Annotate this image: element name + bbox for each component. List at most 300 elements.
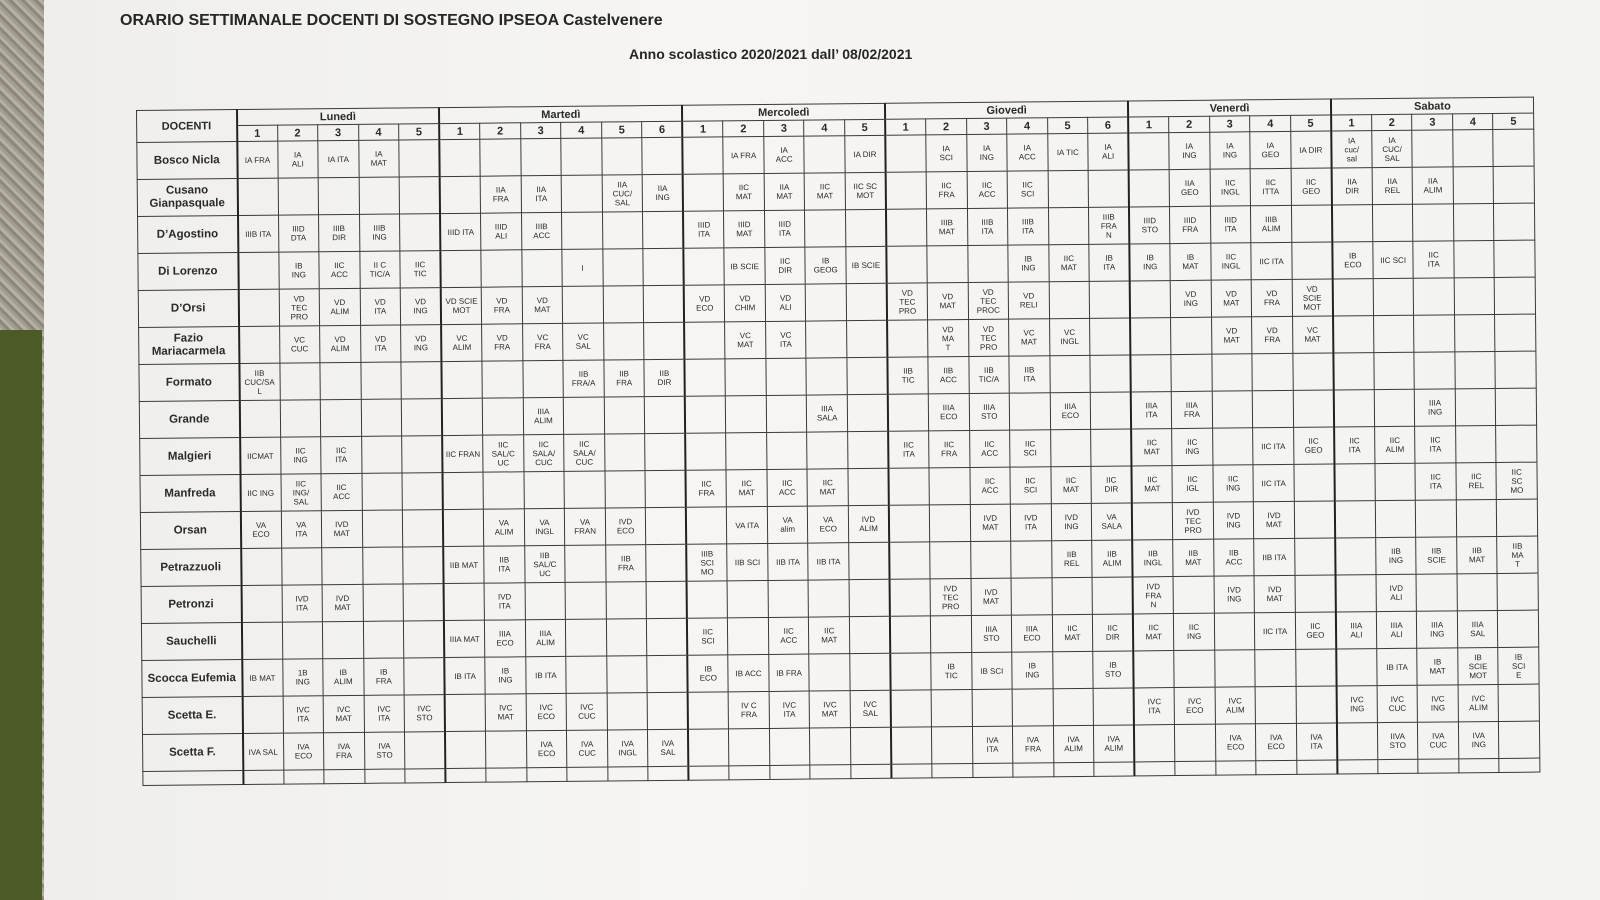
slot-header: 2 [277,125,318,141]
empty-cell [891,764,932,778]
schedule-cell: IIIA ECO [928,394,969,431]
schedule-cell: IVD ITA [282,585,323,622]
schedule-cell: IIB TIC/A [968,356,1009,393]
schedule-cell [486,731,527,768]
schedule-cell: IIB ACC [1213,539,1254,576]
schedule-cell: IIIA ECO [1050,392,1091,429]
schedule-cell: IVC SAL [850,690,891,727]
schedule-cell: IB SCIE [724,247,765,284]
schedule-cell [891,690,932,727]
day-header: Mercoledì [682,103,885,121]
schedule-cell: IIC ING [1172,428,1213,465]
schedule-cell [604,397,645,434]
schedule-cell [1413,204,1454,241]
schedule-cell: IIC GEO [1293,427,1334,464]
schedule-cell: VA SALA [1091,503,1132,540]
schedule-cell: IIC ITA [1415,463,1456,500]
schedule-cell: IIB TIC [887,357,928,394]
schedule-cell [482,361,523,398]
schedule-cell [1496,425,1537,462]
schedule-cell [279,363,320,400]
schedule-cell: IIC INGL [1210,169,1251,206]
schedule-cell: IIC ITA [888,431,929,468]
schedule-cell: VD MAT [927,283,968,320]
schedule-cell [929,505,970,542]
schedule-cell: IVA ITA [1296,723,1337,760]
schedule-cell: IIC ING [1174,613,1215,650]
schedule-cell: VD MAT [1211,317,1252,354]
schedule-cell [1134,725,1175,762]
schedule-cell: IB ITA [1377,648,1418,685]
schedule-cell [849,542,890,579]
schedule-cell: IIC ITA [1255,612,1296,649]
schedule-cell: VD ITA [360,325,401,362]
schedule-cell [399,177,440,214]
schedule-cell: VC INGL [1049,318,1090,355]
schedule-cell: IIID ITA [764,210,805,247]
schedule-cell: IA ACC [1007,134,1048,171]
schedule-cell [441,250,482,287]
schedule-cell: IVD FRA N [1133,577,1174,614]
schedule-cell: IIB ITA [484,546,525,583]
empty-cell [932,764,973,778]
schedule-cell [1333,353,1374,390]
schedule-cell [402,473,443,510]
schedule-cell: IVA ECO [1256,723,1297,760]
schedule-cell: IIIA ECO [485,620,526,657]
schedule-cell [1455,388,1496,425]
empty-cell [405,769,446,783]
schedule-cell [1050,355,1091,392]
schedule-cell [562,286,603,323]
schedule-cell [647,655,688,692]
schedule-cell [607,693,648,730]
schedule-cell [810,728,851,765]
slot-header: 4 [804,120,845,136]
schedule-cell: VA ECO [808,506,849,543]
schedule-cell [646,544,687,581]
schedule-cell: IV C FRA [728,691,769,728]
schedule-cell [890,579,931,616]
schedule-cell [1332,205,1373,242]
schedule-cell [443,472,484,509]
schedule-cell: IIC SCI [1373,241,1414,278]
green-folder-edge [0,330,42,900]
schedule-cell: IVC CUC [1377,685,1418,722]
slot-header: 4 [1250,115,1291,131]
schedule-cell [1128,133,1169,170]
slot-header: 5 [845,119,886,135]
schedule-cell [280,400,321,437]
schedule-cell: IIA ING [642,174,683,211]
empty-cell [527,767,568,781]
schedule-cell: IIB MAT [1457,536,1498,573]
day-header: Venerdì [1128,99,1331,117]
empty-cell [1499,758,1540,772]
schedule-cell: IIC MAT [724,173,765,210]
schedule-cell [972,689,1013,726]
schedule-cell: IIIB ACC [521,212,562,249]
schedule-cell [849,616,890,653]
schedule-cell: IIC ACC [767,469,808,506]
schedule-cell: IVA CUC [567,730,608,767]
schedule-cell: IVD MAT [970,504,1011,541]
schedule-cell: VD RELI [1008,282,1049,319]
schedule-cell [403,584,444,621]
schedule-cell [847,394,888,431]
schedule-cell [645,470,686,507]
schedule-cell: IIC MAT [805,173,846,210]
slot-header: 1 [682,121,723,137]
slot-header: 2 [1371,114,1412,130]
schedule-cell: IIB FRA/A [563,360,604,397]
schedule-cell: 1B ING [282,659,323,696]
schedule-cell: IIC DIR [765,247,806,284]
schedule-cell: IVA FRA [324,732,365,769]
schedule-cell [400,214,441,251]
schedule-cell: IIC MAT [1048,244,1089,281]
schedule-cell: IIA DIR [1331,168,1372,205]
schedule-cell: IVA ITA [972,726,1013,763]
schedule-cell [1296,649,1337,686]
schedule-cell [1212,354,1253,391]
schedule-cell: IIC SCI [1007,171,1048,208]
schedule-cell [401,362,442,399]
schedule-cell: IVC ALIM [1458,684,1499,721]
schedule-cell [404,621,445,658]
empty-cell [851,764,892,778]
schedule-cell: IIB MAT [443,546,484,583]
schedule-cell: IIC ITA [1253,464,1294,501]
schedule-cell: IIB ALIM [1092,540,1133,577]
schedule-cell [1453,129,1494,166]
teacher-name: Cusano Gianpasquale [137,179,237,217]
schedule-cell [768,580,809,617]
schedule-cell: IIA ALIM [1413,167,1454,204]
schedule-cell [1335,538,1376,575]
schedule-cell [1132,503,1173,540]
teacher-name: Malgieri [140,438,240,476]
schedule-cell: IA ING [966,134,1007,171]
schedule-cell [445,731,486,768]
empty-cell [770,765,811,779]
schedule-cell: IIC REL [1456,462,1497,499]
schedule-cell [320,362,361,399]
schedule-cell [767,432,808,469]
schedule-cell: IVA ECO [1215,724,1256,761]
schedule-cell: IVD ING [1213,502,1254,539]
schedule-cell [1293,390,1334,427]
document-title: ORARIO SETTIMANALE DOCENTI DI SOSTEGNO IPSEOA Castelvenere [120,12,663,29]
schedule-cell: II C TIC/A [359,251,400,288]
schedule-cell: VA FRAN [565,508,606,545]
teacher-column-header: DOCENTI [137,110,237,143]
schedule-cell [1088,170,1129,207]
timetable [136,97,1540,786]
schedule-cell [1048,207,1089,244]
empty-cell [364,769,405,783]
schedule-cell [444,583,485,620]
schedule-cell: IIIA ALI [1376,611,1417,648]
schedule-cell: IIC SC MOT [845,172,886,209]
schedule-cell: IIA GEO [1169,169,1210,206]
schedule-cell: IIID ITA [1210,206,1251,243]
schedule-cell: VC SAL [563,323,604,360]
schedule-cell [565,545,606,582]
schedule-cell [642,137,683,174]
schedule-cell: IIB MA T [1497,536,1538,573]
schedule-cell: IA FRA [723,136,764,173]
schedule-cell [402,436,443,473]
schedule-cell [440,176,481,213]
schedule-cell [886,246,927,283]
schedule-cell: IVC MAT [485,694,526,731]
schedule-cell [644,285,685,322]
slot-header: 2 [1169,116,1210,132]
schedule-cell: IIC ITA [1253,427,1294,464]
schedule-cell [241,585,282,622]
schedule-cell: IA FRA [237,141,278,178]
schedule-cell: IB ITA [444,657,485,694]
schedule-cell [726,395,767,432]
schedule-cell [564,397,605,434]
schedule-cell: IIB SCIE [1416,537,1457,574]
schedule-cell: VD TEC PRO [968,319,1009,356]
paper-sheet [44,0,1600,900]
schedule-cell [643,211,684,248]
schedule-cell: VC MAT [1292,316,1333,353]
schedule-cell: IVA SAL [648,729,689,766]
schedule-cell: IVD ALI [1376,574,1417,611]
schedule-cell: IB GEOG [805,247,846,284]
empty-cell [648,766,689,780]
schedule-cell: IVD ECO [605,508,646,545]
schedule-cell: VA alim [767,506,808,543]
timetable-body [137,129,1540,785]
schedule-cell: IVD MAT [321,510,362,547]
schedule-cell [847,357,888,394]
schedule-cell: IIC ACC [321,473,362,510]
slot-header: 4 [561,122,602,138]
empty-cell [283,770,324,784]
schedule-cell [1252,353,1293,390]
schedule-cell: IVC ITA [283,696,324,733]
teacher-name: Formato [139,364,239,402]
schedule-cell [561,138,602,175]
schedule-cell [238,252,279,289]
schedule-cell: IIC SCI [687,618,728,655]
schedule-cell [1414,315,1455,352]
schedule-cell [686,507,727,544]
schedule-cell [1335,501,1376,538]
schedule-cell: IIIA ING [1417,611,1458,648]
schedule-cell: IIIB ING [359,214,400,251]
schedule-cell: IB ING [1008,245,1049,282]
schedule-cell: IB SCIE [846,246,887,283]
schedule-cell [684,248,725,285]
schedule-cell [1498,610,1539,647]
empty-cell [1297,760,1338,774]
schedule-cell: IB MAT [1417,648,1458,685]
schedule-cell: IIIA ITA [1131,392,1172,429]
schedule-cell: IVD MAT [971,578,1012,615]
schedule-cell: IIIA ALI [1336,612,1377,649]
schedule-cell [850,653,891,690]
schedule-cell [848,431,889,468]
schedule-cell: IVC STO [404,695,445,732]
schedule-cell [402,510,443,547]
schedule-cell: IIB FRA [605,545,646,582]
timetable-container [136,97,1540,786]
empty-cell [1216,761,1257,775]
schedule-cell: IA CUC/ SAL [1372,130,1413,167]
slot-header: 3 [318,124,359,140]
schedule-cell [242,696,283,733]
schedule-cell [443,509,484,546]
schedule-cell: IA DIR [1291,131,1332,168]
empty-cell [1134,762,1175,776]
schedule-cell: IB FRA [769,654,810,691]
schedule-cell [931,690,972,727]
teacher-name: Sauchelli [141,623,241,661]
schedule-cell: IVC ITA [364,695,405,732]
schedule-cell: IIIB MAT [927,209,968,246]
schedule-cell [1053,688,1094,725]
schedule-cell [1374,352,1415,389]
schedule-cell [929,468,970,505]
schedule-cell: IVA ALIM [1053,725,1094,762]
schedule-cell [847,320,888,357]
schedule-cell: VC FRA [522,323,563,360]
schedule-cell [685,433,726,470]
schedule-cell: IIC INGL [1211,243,1252,280]
schedule-cell: IIID STO [1129,207,1170,244]
schedule-cell: IVC ECO [1174,687,1215,724]
schedule-cell [1294,464,1335,501]
schedule-cell [1174,650,1215,687]
schedule-cell: IIC FRA [929,431,970,468]
schedule-cell [1414,278,1455,315]
schedule-cell: IB MAT [242,659,283,696]
schedule-cell: IIC ING/ SAL [281,474,322,511]
schedule-cell: VC ITA [765,321,806,358]
schedule-cell: VA INGL [524,508,565,545]
slot-header: 3 [1209,116,1250,132]
schedule-cell [1012,689,1053,726]
schedule-cell [363,621,404,658]
schedule-cell [1090,355,1131,392]
schedule-cell [1253,390,1294,427]
schedule-cell [1292,242,1333,279]
schedule-cell: IIA REL [1372,167,1413,204]
schedule-cell [1090,318,1131,355]
schedule-cell: IIIA ALIM [523,397,564,434]
schedule-cell [1454,314,1495,351]
schedule-cell [1453,203,1494,240]
schedule-cell [362,473,403,510]
schedule-cell: IIA ITA [521,175,562,212]
schedule-cell: IVA ING [1458,721,1499,758]
schedule-cell: IVC MAT [810,691,851,728]
empty-cell [445,768,486,782]
schedule-cell: VD MAT [1211,280,1252,317]
schedule-cell [562,212,603,249]
schedule-cell [239,400,280,437]
schedule-cell [1494,166,1535,203]
schedule-cell [1048,170,1089,207]
empty-cell [143,771,243,786]
schedule-cell: IIB ITA [1254,538,1295,575]
schedule-cell: IIC ITA [1251,242,1292,279]
schedule-cell [931,727,972,764]
schedule-cell [888,394,929,431]
schedule-cell [888,468,929,505]
schedule-cell: IIC ACC [970,467,1011,504]
schedule-cell [1495,277,1536,314]
empty-cell [1378,759,1419,773]
schedule-cell: IIIA ALIM [525,619,566,656]
schedule-cell: IB TIC [931,653,972,690]
schedule-cell: VD ING [1170,280,1211,317]
slot-header: 2 [480,123,521,139]
schedule-cell [684,322,725,359]
schedule-cell: IIC FRA [926,172,967,209]
schedule-cell [483,472,524,509]
schedule-cell: IA DIR [845,135,886,172]
schedule-cell [683,174,724,211]
schedule-cell: VD ING [401,325,442,362]
schedule-cell [362,547,403,584]
slot-header: 5 [601,122,642,138]
schedule-cell [404,658,445,695]
schedule-cell [1214,613,1255,650]
schedule-cell: IIC ACC [967,171,1008,208]
schedule-cell: IIIB ITA [967,208,1008,245]
schedule-cell: IIC MAT [1133,614,1174,651]
schedule-cell [1455,351,1496,388]
teacher-name: D’Agostino [138,216,238,254]
schedule-cell [607,656,648,693]
schedule-cell [1294,501,1335,538]
schedule-cell: IVC MAT [323,695,364,732]
schedule-cell [318,177,359,214]
schedule-cell [930,616,971,653]
schedule-cell: IIC SALA/ CUC [523,434,564,471]
schedule-cell [564,471,605,508]
schedule-cell [1456,499,1497,536]
teacher-name: D’Orsi [138,290,238,328]
schedule-cell: IIIB FRA N [1089,207,1130,244]
empty-cell [1459,758,1500,772]
schedule-cell [566,656,607,693]
schedule-cell: IIIA STO [969,393,1010,430]
schedule-cell [1131,355,1172,392]
schedule-cell [1497,499,1538,536]
schedule-cell [805,210,846,247]
schedule-cell: IIIA MAT [444,620,485,657]
schedule-cell: IVA ALIM [1094,725,1135,762]
schedule-cell [561,175,602,212]
schedule-cell [807,432,848,469]
schedule-cell [967,245,1008,282]
schedule-cell [1092,577,1133,614]
schedule-cell [890,616,931,653]
schedule-cell: IIC FRAN [442,435,483,472]
schedule-cell [282,622,323,659]
schedule-cell: IVD MAT [322,584,363,621]
schedule-cell: VD ALIM [319,288,360,325]
schedule-cell [1495,314,1536,351]
